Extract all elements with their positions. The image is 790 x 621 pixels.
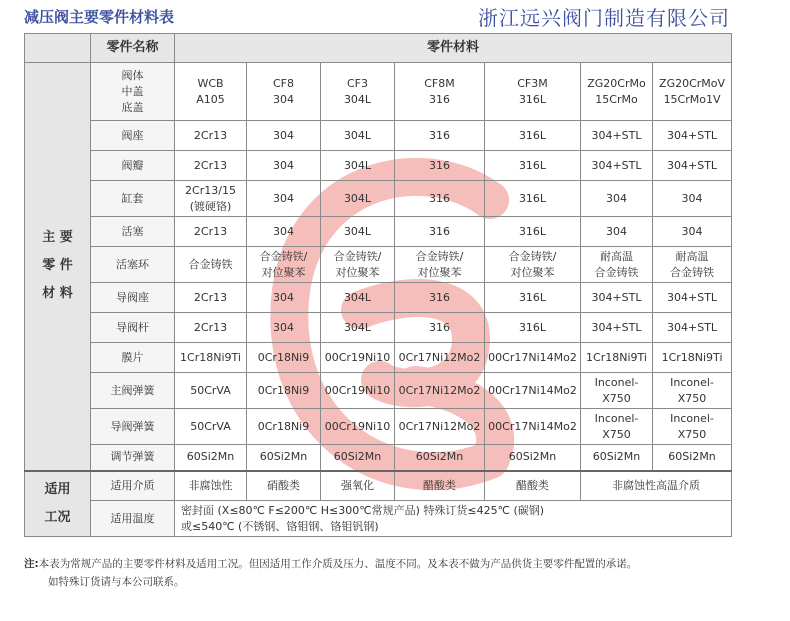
cell-line: 304 <box>273 320 294 334</box>
material-cell <box>653 373 732 409</box>
material-cell <box>321 247 395 283</box>
cell-line: 导阀弹簧 <box>110 419 155 433</box>
material-cell <box>395 151 485 181</box>
material-cell <box>395 217 485 247</box>
material-cell <box>581 445 653 471</box>
material-cell <box>321 409 395 445</box>
material-cell <box>395 313 485 343</box>
material-cell <box>247 247 321 283</box>
material-cell <box>581 343 653 373</box>
cell-line: 316 <box>429 92 450 106</box>
cell-line: 316L <box>518 92 547 106</box>
cell-line: Inconel- <box>670 375 714 389</box>
material-cell <box>175 283 247 313</box>
material-cell <box>175 313 247 343</box>
row-label <box>91 63 175 121</box>
material-cell <box>247 121 321 151</box>
material-cell <box>395 181 485 217</box>
material-cell <box>653 283 732 313</box>
material-cell <box>581 409 653 445</box>
material-cell <box>581 181 653 217</box>
row-label <box>91 121 175 151</box>
header-material: 零件材料 <box>175 34 732 63</box>
cell-line: 304+STL <box>667 128 718 142</box>
row-label <box>91 181 175 217</box>
material-cell <box>485 409 581 445</box>
material-cell <box>321 313 395 343</box>
cell-line: 1Cr18Ni9Ti <box>661 350 723 364</box>
cell-line: 304L <box>343 290 372 304</box>
cell-line: 阀体 <box>121 68 144 82</box>
cell-line: 316L <box>518 224 547 238</box>
cell-line: 60Si2Mn <box>333 450 382 464</box>
cell-line: 304 <box>273 158 294 172</box>
cell-line: 304 <box>273 191 294 205</box>
material-cell <box>175 181 247 217</box>
cell-line: 合金铸铁/ <box>259 249 308 263</box>
cell-line: 316L <box>518 290 547 304</box>
row-label <box>91 217 175 247</box>
cell-line: 材 料 <box>42 286 73 302</box>
material-cell <box>321 151 395 181</box>
cell-line: 60Si2Mn <box>415 450 464 464</box>
material-cell <box>321 343 395 373</box>
cell-line: 0Cr18Ni9 <box>257 383 310 397</box>
cell-line: 60Si2Mn <box>508 450 557 464</box>
material-cell <box>395 373 485 409</box>
cell-line: 00Cr17Ni14Mo2 <box>488 350 577 364</box>
cell-line: 0Cr18Ni9 <box>257 350 310 364</box>
cell-line: 50CrVA <box>190 383 231 397</box>
table-header-row <box>25 34 732 63</box>
material-cell <box>175 445 247 471</box>
material-cell <box>653 217 732 247</box>
material-cell <box>395 343 485 373</box>
material-cell <box>395 121 485 151</box>
cell-line: 304+STL <box>667 290 718 304</box>
cell-line: 合金铸铁 <box>594 265 639 279</box>
cell-line: 50CrVA <box>190 419 231 433</box>
material-cell <box>485 151 581 181</box>
cell-line: 304+STL <box>591 158 642 172</box>
cell-line: Inconel- <box>670 411 714 425</box>
cell-line: 耐高温 <box>600 249 633 263</box>
cell-line: 316L <box>518 158 547 172</box>
cell-line: 316 <box>429 224 450 238</box>
table-row <box>25 445 732 471</box>
cell-line: CF3 <box>346 76 368 90</box>
cell-line: 304 <box>273 224 294 238</box>
cell-line: 2Cr13/15 <box>185 183 236 197</box>
material-cell <box>395 63 485 121</box>
cell-line: 2Cr13 <box>193 320 228 334</box>
cell-line: CF3M <box>517 76 548 90</box>
row-label <box>91 343 175 373</box>
table-row <box>25 63 732 121</box>
cell-line: 304L <box>343 320 372 334</box>
cell-line: 对位聚苯 <box>261 265 306 279</box>
material-cell <box>581 63 653 121</box>
cell-line: 2Cr13 <box>193 158 228 172</box>
cell-line: 304L <box>343 158 372 172</box>
cell-line: 合金铸铁 <box>670 265 715 279</box>
header-blank <box>25 34 91 63</box>
cell-line: 0Cr17Ni12Mo2 <box>398 383 481 397</box>
material-cell <box>247 63 321 121</box>
row-label <box>91 373 175 409</box>
material-cell <box>581 121 653 151</box>
cell-line: X750 <box>602 427 631 441</box>
material-cell <box>653 151 732 181</box>
table-row <box>25 151 732 181</box>
material-cell <box>247 217 321 247</box>
cell-line: 1Cr18Ni9Ti <box>586 350 647 364</box>
header-part-name: 零件名称 <box>91 34 175 63</box>
cell-line: X750 <box>677 427 707 441</box>
company-name: 浙江远兴阀门制造有限公司 <box>478 6 730 30</box>
cell-line: 304 <box>273 290 294 304</box>
material-cell <box>485 181 581 217</box>
cell-line: 304 <box>273 92 294 106</box>
cell-line: 膜片 <box>121 350 144 364</box>
material-cell <box>485 247 581 283</box>
material-cell <box>247 181 321 217</box>
cell-line: 316L <box>518 128 547 142</box>
cell-line: 0Cr17Ni12Mo2 <box>398 350 481 364</box>
cell-line: 导阀杆 <box>116 320 149 334</box>
cell-line: 304 <box>681 191 703 205</box>
material-cell <box>395 409 485 445</box>
cell-line: 304L <box>343 92 372 106</box>
material-cell <box>581 247 653 283</box>
cell-line: 合金铸铁/ <box>508 249 557 263</box>
material-cell <box>175 343 247 373</box>
cell-line: 304+STL <box>591 290 642 304</box>
cell-line: Inconel- <box>594 375 639 389</box>
medium-cell: 醋酸类 <box>395 471 485 501</box>
cell-line: X750 <box>602 391 631 405</box>
cell-line: 主 要 <box>42 230 73 246</box>
cell-line: 合金铸铁 <box>188 257 233 271</box>
material-cell <box>485 217 581 247</box>
cell-line: 合金铸铁/ <box>333 249 382 263</box>
row-label <box>91 313 175 343</box>
table-row <box>25 217 732 247</box>
cell-line: 对位聚苯 <box>510 265 555 279</box>
cell-line: 15CrMo <box>595 92 638 106</box>
note-line-2: 如特殊订货请与本公司联系。 <box>48 576 185 588</box>
material-cell <box>175 373 247 409</box>
cell-line: 1Cr18Ni9Ti <box>180 350 241 364</box>
material-cell <box>485 343 581 373</box>
material-cell <box>395 247 485 283</box>
cell-line: 60Si2Mn <box>186 450 235 464</box>
materials-table <box>24 33 732 537</box>
row-label <box>91 445 175 471</box>
cell-line: 零 件 <box>42 258 73 274</box>
cell-line: 阀座 <box>121 128 144 142</box>
cell-line: 304 <box>273 128 294 142</box>
cell-line: Inconel- <box>594 411 639 425</box>
cell-line: 304L <box>343 191 372 205</box>
cell-line: 合金铸铁/ <box>415 249 464 263</box>
cell-line: 304+STL <box>591 128 642 142</box>
material-cell <box>485 373 581 409</box>
cell-line: 316 <box>429 128 450 142</box>
cell-line: 调节弹簧 <box>110 450 155 464</box>
cell-line: 底盖 <box>121 100 144 114</box>
material-cell <box>175 217 247 247</box>
cell-line: 304 <box>606 191 627 205</box>
cell-line: 对位聚苯 <box>417 265 462 279</box>
material-cell <box>247 283 321 313</box>
material-cell <box>321 181 395 217</box>
material-cell <box>395 283 485 313</box>
table-row <box>25 247 732 283</box>
cell-line: CF8 <box>272 76 294 90</box>
medium-cell: 强氧化 <box>321 471 395 501</box>
cell-line: 主阀弹簧 <box>110 383 155 397</box>
cell-line: 0Cr17Ni12Mo2 <box>398 419 481 433</box>
material-cell <box>581 313 653 343</box>
material-cell <box>321 63 395 121</box>
cell-line: 00Cr19Ni10 <box>324 350 391 364</box>
cell-line: 导阀座 <box>116 290 149 304</box>
cell-line: 316L <box>518 320 547 334</box>
table-row <box>25 373 732 409</box>
cell-line: 316L <box>518 191 547 205</box>
table-row <box>25 121 732 151</box>
row-label <box>91 409 175 445</box>
material-cell <box>321 283 395 313</box>
cell-line: 00Cr17Ni14Mo2 <box>488 383 577 397</box>
temperature-value <box>175 501 732 537</box>
medium-cell: 醋酸类 <box>485 471 581 501</box>
footnote <box>24 555 637 591</box>
material-cell <box>175 63 247 121</box>
material-cell <box>321 121 395 151</box>
cell-line: 2Cr13 <box>193 128 228 142</box>
medium-row <box>25 471 732 501</box>
cell-line: 耐高温 <box>675 249 709 263</box>
material-cell <box>653 343 732 373</box>
cell-line: A105 <box>196 92 225 106</box>
material-cell <box>395 445 485 471</box>
cell-line: (镀硬铬) <box>189 199 232 213</box>
material-cell <box>581 151 653 181</box>
material-cell <box>581 373 653 409</box>
material-cell <box>653 409 732 445</box>
cell-line: 阀瓣 <box>121 158 144 172</box>
material-cell <box>175 151 247 181</box>
temperature-label: 适用温度 <box>91 501 175 537</box>
cell-line: 304+STL <box>667 158 718 172</box>
cell-line: 316 <box>429 158 450 172</box>
table-row <box>25 181 732 217</box>
section-main-parts <box>25 63 91 471</box>
material-cell <box>485 121 581 151</box>
table-row <box>25 409 732 445</box>
cell-line: 活塞 <box>121 224 144 238</box>
medium-cell: 硝酸类 <box>247 471 321 501</box>
material-cell <box>653 445 732 471</box>
cell-line: ZG20CrMo <box>587 76 646 90</box>
table-row <box>25 313 732 343</box>
cell-line: 2Cr13 <box>193 224 228 238</box>
cell-line: 对位聚苯 <box>335 265 380 279</box>
row-label <box>91 247 175 283</box>
page-title: 减压阀主要零件材料表 <box>24 8 175 26</box>
material-cell <box>485 445 581 471</box>
material-cell <box>247 343 321 373</box>
cell-line: X750 <box>677 391 707 405</box>
cell-line: 15CrMo1V <box>663 92 721 106</box>
medium-label: 适用介质 <box>91 471 175 501</box>
cell-line: 304 <box>606 224 627 238</box>
material-cell <box>581 217 653 247</box>
cell-line: 60Si2Mn <box>259 450 308 464</box>
material-cell <box>653 181 732 217</box>
cell-line: 60Si2Mn <box>668 450 716 464</box>
cell-line: 00Cr17Ni14Mo2 <box>488 419 577 433</box>
temperature-row <box>25 501 732 537</box>
cell-line: 304+STL <box>667 320 718 334</box>
material-cell <box>321 217 395 247</box>
cell-line: 00Cr19Ni10 <box>324 383 391 397</box>
medium-cell: 非腐蚀性高温介质 <box>581 471 732 501</box>
cell-line: 316 <box>429 290 450 304</box>
material-cell <box>321 445 395 471</box>
material-cell <box>247 445 321 471</box>
material-cell <box>175 409 247 445</box>
temperature-line-1: 密封面 (X≤80℃ F≤200℃ H≤300℃常规产品) 特殊订货≤425℃ (碳钢) <box>181 503 545 517</box>
note-prefix: 注: <box>24 558 39 570</box>
cell-line: 304+STL <box>591 320 642 334</box>
material-cell <box>175 247 247 283</box>
cell-line: 0Cr18Ni9 <box>257 419 310 433</box>
material-cell <box>247 151 321 181</box>
cell-line: 适用 <box>44 481 71 497</box>
cell-line: 中盖 <box>121 84 144 98</box>
cell-line: ZG20CrMoV <box>659 76 726 90</box>
material-cell <box>175 121 247 151</box>
cell-line: 60Si2Mn <box>592 450 641 464</box>
cell-line: 304 <box>681 224 703 238</box>
material-cell <box>247 313 321 343</box>
material-cell <box>653 121 732 151</box>
material-cell <box>485 313 581 343</box>
material-cell <box>247 409 321 445</box>
cell-line: 316 <box>429 191 450 205</box>
material-cell <box>485 283 581 313</box>
temperature-line-2: 或≤540℃ (不锈钢、铬钼钢、铬钼钒钢) <box>181 519 379 533</box>
cell-line: 活塞环 <box>116 257 149 271</box>
material-cell <box>653 63 732 121</box>
table-row <box>25 343 732 373</box>
medium-cell: 非腐蚀性 <box>175 471 247 501</box>
cell-line: 工况 <box>44 509 71 525</box>
cell-line: 304L <box>343 128 372 142</box>
material-cell <box>581 283 653 313</box>
cell-line: 304L <box>343 224 372 238</box>
section-working-conditions <box>25 471 91 537</box>
material-cell <box>653 313 732 343</box>
table-row <box>25 283 732 313</box>
row-label <box>91 283 175 313</box>
cell-line: 316 <box>429 320 450 334</box>
material-cell <box>485 63 581 121</box>
material-cell <box>247 373 321 409</box>
cell-line: 00Cr19Ni10 <box>324 419 391 433</box>
cell-line: WCB <box>197 76 224 90</box>
cell-line: CF8M <box>424 76 455 90</box>
cell-line: 缸套 <box>121 191 144 205</box>
note-line-1: 本表为常规产品的主要零件材料及适用工况。但因适用工作介质及压力、温度不同。及本表不做为产品供货主要零件配置的承诺。 <box>38 558 638 570</box>
cell-line: 2Cr13 <box>193 290 228 304</box>
material-cell <box>321 373 395 409</box>
material-cell <box>653 247 732 283</box>
row-label <box>91 151 175 181</box>
